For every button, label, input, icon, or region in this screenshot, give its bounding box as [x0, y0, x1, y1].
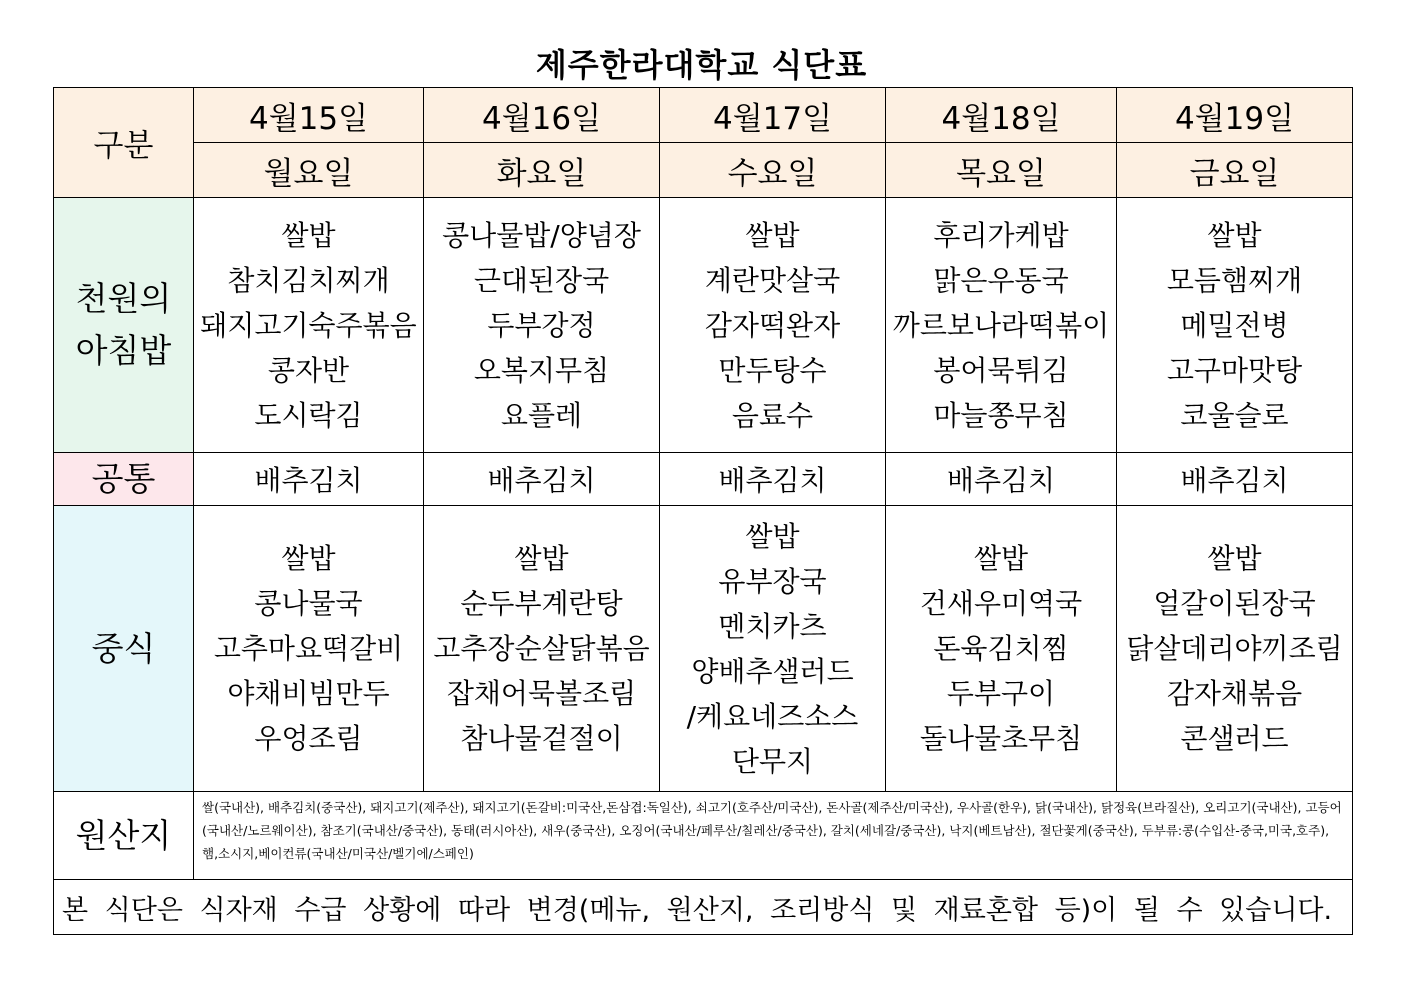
- dish-item: 계란맛살국: [704, 263, 841, 297]
- dish-item: 쌀밥: [745, 218, 800, 252]
- dish-item: 봉어묵튀김: [933, 353, 1069, 387]
- dish-item: 건새우미역국: [919, 587, 1083, 620]
- dish-item: 우엉조림: [254, 722, 363, 755]
- day-date: 4월19일: [1117, 88, 1353, 143]
- notice-row: [54, 880, 1353, 935]
- day-weekday: 목요일: [886, 143, 1117, 198]
- dish-item: 단무지: [731, 744, 814, 778]
- breakfast-row: [54, 198, 1353, 453]
- dish-item: 참치김치찌개: [227, 263, 390, 297]
- origin-row: [54, 792, 1353, 880]
- breakfast-menu-cell: [194, 198, 424, 453]
- breakfast-menu-cell: [886, 198, 1117, 453]
- common-item: 배추김치: [424, 453, 660, 506]
- dish-item: 닭살데리야끼조림: [1126, 632, 1343, 665]
- common-label: 공통: [54, 453, 194, 506]
- date-row: [54, 88, 1353, 143]
- dish-item: 오복지무침: [473, 353, 610, 387]
- dish-item: 유부장국: [718, 564, 827, 598]
- day-date: 4월17일: [660, 88, 886, 143]
- breakfast-menu-cell: [660, 198, 886, 453]
- lunch-menu-cell: [1117, 506, 1353, 792]
- day-weekday: 금요일: [1117, 143, 1353, 198]
- notice-text: 본 식단은 식자재 수급 상황에 따라 변경(메뉴, 원산지, 조리방식 및 재료혼합 등)이 될 수 있습니다.: [54, 880, 1353, 935]
- lunch-menu-cell: [424, 506, 660, 792]
- origin-label: 원산지: [54, 792, 194, 880]
- dish-item: 쌀밥: [514, 542, 569, 575]
- dish-item: 쌀밥: [973, 542, 1029, 575]
- dish-item: 코울슬로: [1180, 398, 1289, 432]
- dish-item: 콩나물밥/양념장: [442, 218, 641, 252]
- breakfast-menu-cell: [1117, 198, 1353, 453]
- dish-item: 쌀밥: [281, 218, 336, 252]
- dish-item: 돼지고기숙주볶음: [200, 308, 417, 342]
- dish-item: 요플레: [500, 398, 583, 432]
- day-date: 4월18일: [886, 88, 1117, 143]
- dish-item: 두부구이: [946, 677, 1056, 710]
- common-item: 배추김치: [1117, 453, 1353, 506]
- dish-item: 근대된장국: [473, 263, 610, 297]
- dish-item: 참나물겉절이: [460, 722, 623, 755]
- dish-item: 만두탕수: [718, 353, 827, 387]
- dish-item: 쌀밥: [1207, 542, 1262, 575]
- dish-item: 콘샐러드: [1180, 722, 1289, 755]
- day-date: 4월15일: [194, 88, 424, 143]
- breakfast-menu-cell: [424, 198, 660, 453]
- dish-item: 멘치카츠: [718, 609, 827, 643]
- dish-item: 맑은우동국: [933, 263, 1069, 297]
- lunch-label: 중식: [54, 506, 194, 792]
- dish-item: 음료수: [731, 398, 814, 432]
- day-weekday: 수요일: [660, 143, 886, 198]
- common-item: 배추김치: [660, 453, 886, 506]
- dish-item: 콩나물국: [254, 587, 363, 620]
- dish-item: 감자떡완자: [704, 308, 841, 342]
- breakfast-label-line: 아침밥: [75, 331, 172, 370]
- dish-item: 쌀밥: [1207, 218, 1262, 252]
- dish-item: 콩자반: [267, 353, 350, 387]
- dish-item: 까르보나라떡볶이: [892, 308, 1110, 342]
- dish-item: 쌀밥: [281, 542, 336, 575]
- dish-item: 고추마요떡갈비: [213, 632, 404, 665]
- lunch-menu-cell: [194, 506, 424, 792]
- breakfast-label: [54, 198, 194, 453]
- common-item: 배추김치: [886, 453, 1117, 506]
- dish-item: 고추장순살닭볶음: [433, 632, 650, 665]
- lunch-menu-cell: [886, 506, 1117, 792]
- dish-item: 순두부계란탕: [460, 587, 623, 620]
- dish-item: 감자채볶음: [1166, 677, 1303, 710]
- weekday-row: [54, 143, 1353, 198]
- dish-item: 두부강정: [487, 308, 596, 342]
- dish-item: 돈육김치찜: [933, 632, 1069, 665]
- dish-item: 모듬햄찌개: [1166, 263, 1303, 297]
- dish-item: 잡채어묵볼조림: [446, 677, 637, 710]
- dish-item: /케요네즈소스: [686, 699, 859, 733]
- dish-item: 양배추샐러드: [691, 654, 854, 688]
- page-title: 제주한라대학교 식단표: [535, 46, 868, 84]
- lunch-row: [54, 506, 1353, 792]
- menu-table: [53, 87, 1353, 935]
- dish-item: 돌나물초무침: [919, 722, 1083, 755]
- day-date: 4월16일: [424, 88, 660, 143]
- common-item: 배추김치: [194, 453, 424, 506]
- dish-item: 고구마맛탕: [1166, 353, 1303, 387]
- common-row: [54, 453, 1353, 506]
- dish-item: 마늘쫑무침: [933, 398, 1069, 432]
- dish-item: 메밀전병: [1180, 308, 1289, 342]
- breakfast-label-line: 천원의: [75, 279, 172, 318]
- dish-item: 후리가케밥: [933, 218, 1069, 252]
- dish-item: 야채비빔만두: [227, 677, 390, 710]
- day-weekday: 월요일: [194, 143, 424, 198]
- day-weekday: 화요일: [424, 143, 660, 198]
- lunch-menu-cell: [660, 506, 886, 792]
- dish-item: 도시락김: [254, 398, 363, 432]
- dish-item: 얼갈이된장국: [1153, 587, 1316, 620]
- origin-text: 쌀(국내산), 배추김치(중국산), 돼지고기(제주산), 돼지고기(돈갈비:미국산,돈삼겹:독일산), 쇠고기(호주산/미국산), 돈사골(제주산/미국산), 우사골(한우), 닭(국내산), 닭정육(브라질산), 오리고기(국내산), 고등어(국내산/노르웨이산), 참조기(국내산/중국산), 동태(러시아산), 새우(중국산), 오징어(국내산/페루산/칠레산/중국산), 갈치(세네갈/중국산), 낙지(베트남산), 절단꽃게(중국산), 두부류:콩(수입산-중국,미국,호주), 햄,소시지,베이컨류(국내산/미국산/벨기에/스페인): [194, 792, 1353, 880]
- category-header: 구분: [54, 88, 194, 198]
- dish-item: 쌀밥: [745, 519, 800, 553]
